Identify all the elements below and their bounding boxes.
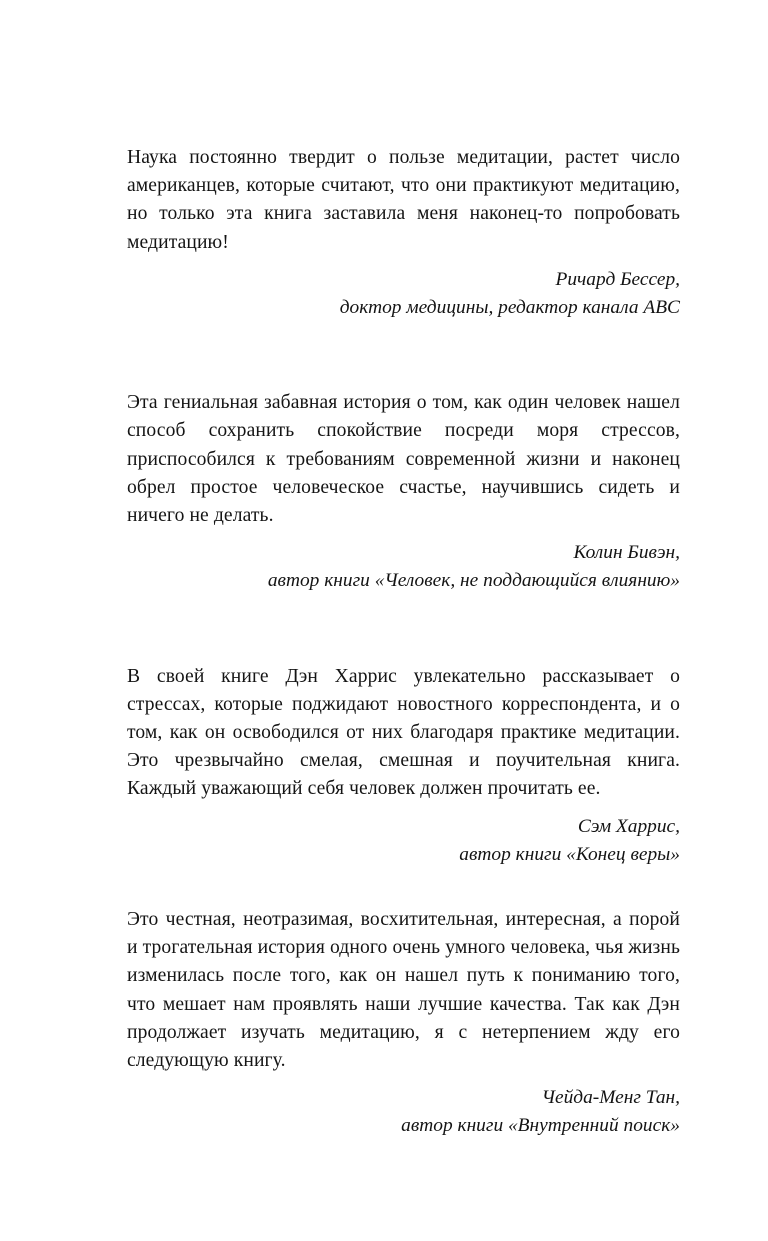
quote-block: [127, 906, 680, 1141]
attribution-name: Сэм Харрис,: [577, 815, 680, 837]
quote-attribution: [127, 1084, 680, 1140]
attribution-title: автор книги «Конец веры»: [459, 843, 680, 865]
quote-text: Это честная, неотразимая, восхитительная, интересная, а порой и трогательная история одного очень умного человека, чья жизнь изменилась после того, как он нашел путь к пониманию того, что мешает нам проявлять наши лучшие качества. Так как Дэн продолжает изучать медитацию, я с нетерпением жду его следующую книгу.: [127, 909, 680, 1072]
quote-block: [127, 144, 680, 322]
attribution-title: автор книги «Внутренний поиск»: [401, 1115, 680, 1137]
quote-attribution: [127, 813, 680, 869]
quote-attribution: [127, 266, 680, 322]
quote-block: [127, 663, 680, 869]
attribution-name: Ричард Бессер,: [555, 268, 680, 290]
attribution-name: Чейда-Менг Тан,: [541, 1087, 680, 1109]
praise-quotes-container: [127, 144, 680, 1141]
quote-text: Наука постоянно твердит о пользе медитации, растет число американцев, которые считают, что они практикуют медитацию, но только эта книга заставила меня наконец-то попробовать медитацию!: [127, 147, 680, 253]
quote-text: В своей книге Дэн Харрис увлекательно рассказывает о стрессах, которые поджидают новостного корреспондента, и о том, как он освободился от них благодаря практике медитации. Это чрезвычайно смелая, смешная и поучительная книга. Каждый уважающий себя человек должен прочитать ее.: [127, 665, 680, 800]
attribution-name: Колин Бивэн,: [573, 542, 680, 564]
quote-text: Эта гениальная забавная история о том, как один человек нашел способ сохранить спокойствие посреди моря стрессов, приспособился к требованиям современной жизни и наконец обрел простое человеческое счастье, научившись сидеть и ничего не делать.: [127, 392, 680, 527]
quote-block: [127, 389, 680, 595]
attribution-title: автор книги «Человек, не поддающийся влиянию»: [267, 570, 680, 592]
quote-attribution: [127, 539, 680, 595]
attribution-title: доктор медицины, редактор канала ABC: [339, 297, 680, 319]
